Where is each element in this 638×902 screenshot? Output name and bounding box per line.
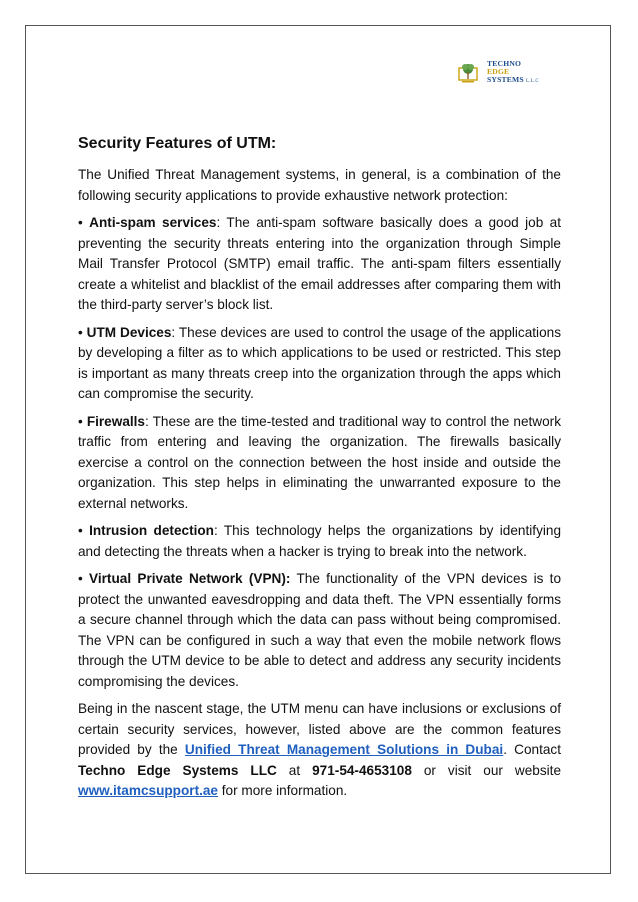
logo-line-systems [487,76,539,86]
intro-paragraph: The Unified Threat Management systems, in general, is a combination of the following security applications to provide exhaustive network protection: [78,167,561,203]
feature-text: These devices are used to control the usage of the applications by developing a filter as to which applications to be used or restricted. This step is important as many threats creep into the organization through the apps which can compromise the security. [78,324,561,401]
feature-name: Firewalls [86,413,145,429]
feature-name: Intrusion detection [89,523,214,538]
feature-name: UTM Devices [86,324,172,340]
feature-anti-spam [78,213,561,316]
phone-number: 971-54-4653108 [312,762,412,778]
logo-line-edge: EDGE [487,67,510,77]
closing-text-2: . Contact [503,742,561,757]
closing-text-4: or visit our website [411,762,562,778]
closing-paragraph [78,699,561,802]
feature-firewalls [78,412,561,515]
bullet: • [78,324,83,340]
feature-text: These are the time-tested and traditional way to control the network traffic from entering and leaving the organization. The firewalls basically exercise a control on the connection between the host inside and outside the organization. This step helps in eliminating the unwarranted exposure to the external networks. [78,413,561,511]
company-logo [458,60,568,90]
closing-text-1: Being in the nascent stage, the UTM menu can have inclusions or exclusions of certain security services, however, listed above are the common features provided by the [78,701,561,757]
feature-intrusion-detection [78,521,561,562]
logo-wordmark [487,60,539,87]
feature-sep: : [171,324,176,340]
feature-name: Anti-spam services [89,215,217,230]
feature-text: The functionality of the VPN devices is to protect the unwanted eavesdropping and data theft. The VPN essentially forms a secure channel through which the data can pass without being compromised. The VPN can be configured in such a way that even the mobile network flows through the UTM device to be able to detect and address any security incidents compromising the devices. [78,571,562,689]
feature-sep: : [145,413,149,429]
document-body [78,134,561,809]
company-name: Techno Edge Systems LLC [78,762,277,778]
bullet: • [78,413,83,429]
feature-text: The anti-spam software basically does a good job at preventing the security threats entering into the organization through Simple Mail Transfer Protocol (SMTP) email traffic. The anti-spam filters essentially create a whitelist and blacklist of the email addresses after comparing them with the third-party server’s block list. [78,215,561,312]
closing-text-5: for more information. [218,783,348,798]
feature-sep: : [216,215,221,230]
logo-systems-word: SYSTEMS [487,75,524,85]
feature-vpn [78,569,561,692]
feature-name: Virtual Private Network (VPN): [89,571,291,586]
page-title: Security Features of UTM: [78,135,277,152]
feature-utm-devices [78,323,561,405]
bullet: • [78,215,83,230]
closing-text-3: at [276,762,313,778]
feature-sep: : [213,523,218,538]
logo-emblem-icon [458,62,484,84]
bullet: • [78,571,83,586]
logo-llc: L.L.C [525,79,539,85]
website-link[interactable]: www.itamcsupport.ae [78,783,218,798]
bullet: • [78,523,83,538]
feature-text: This technology helps the organizations by identifying and detecting the threats when a hacker is trying to break into the network. [78,523,562,559]
logo-line-techno: TECHNO [487,59,522,68]
utm-solutions-link[interactable]: Unified Threat Management Solutions in Dubai [184,742,504,757]
